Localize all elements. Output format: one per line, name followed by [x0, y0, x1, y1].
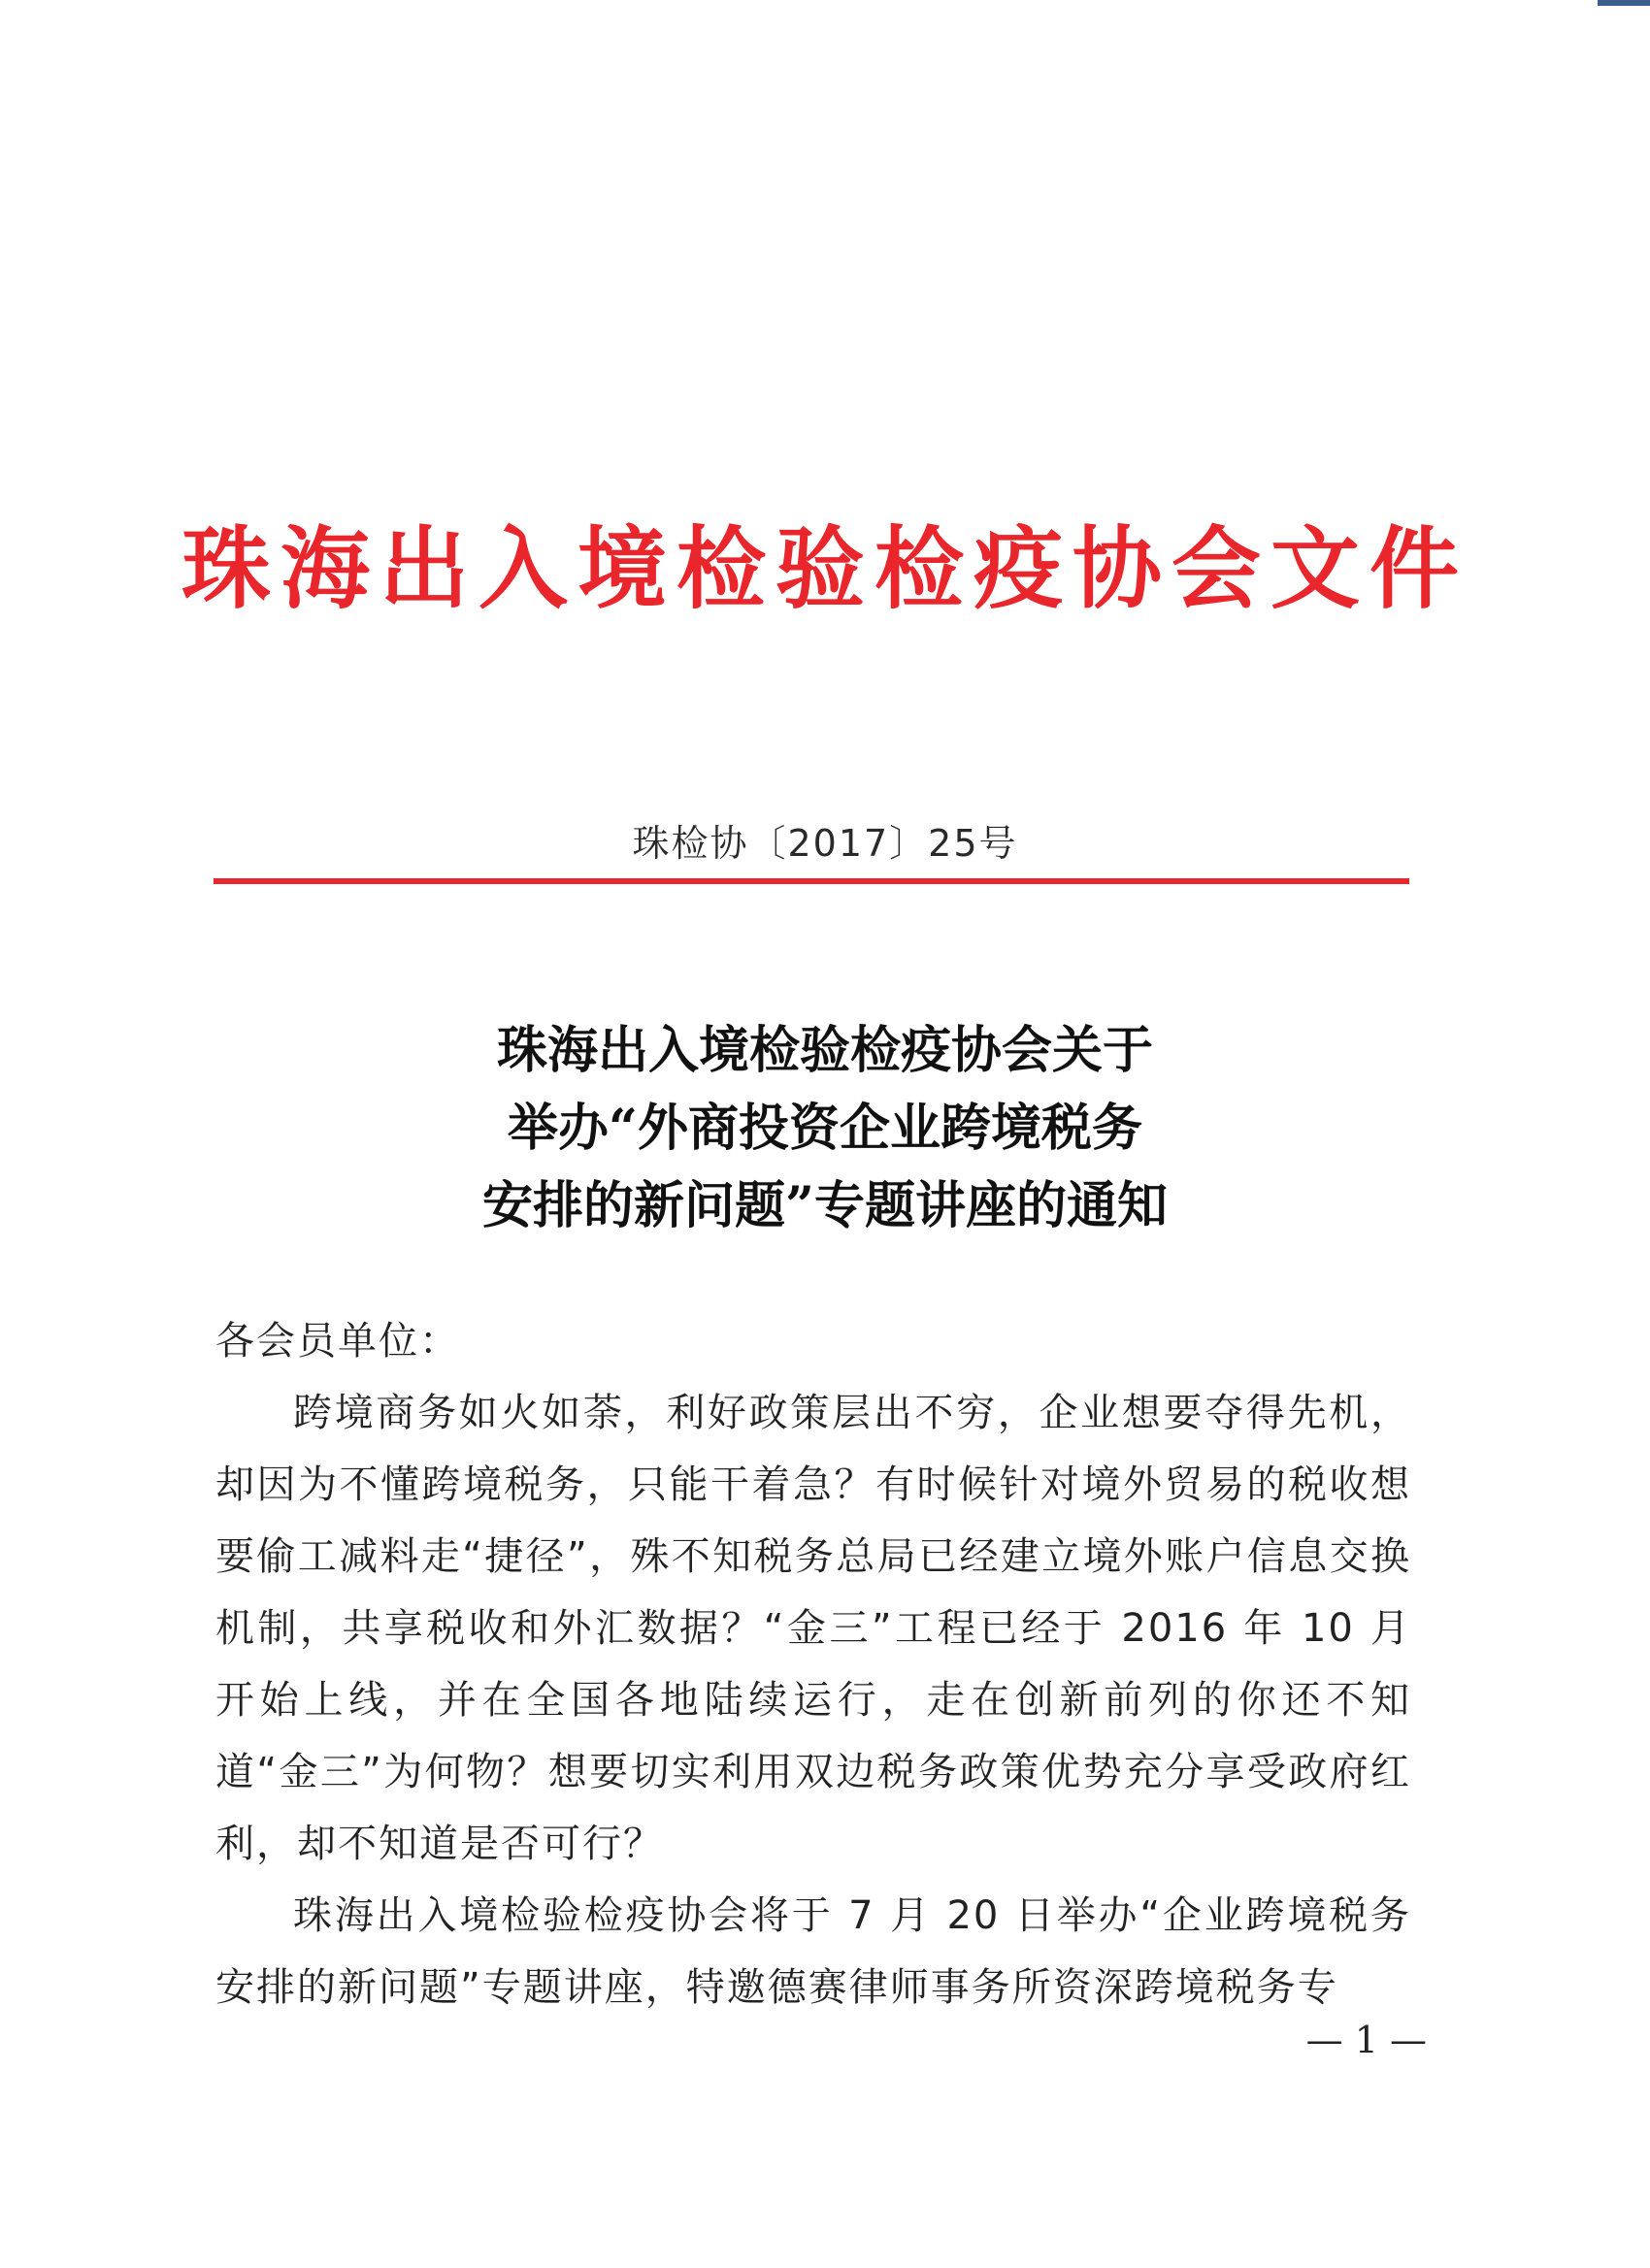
notice-body	[215, 1305, 1411, 2023]
body-paragraph: 珠海出入境检验检疫协会将于 7 月 20 日举办“企业跨境税务安排的新问题”专题讲座，特邀德赛律师事务所资深跨境税务专	[215, 1893, 1411, 2010]
corner-mark	[1598, 0, 1650, 6]
notice-title-line: 举办“外商投资企业跨境税务	[508, 1099, 1142, 1158]
salutation: 各会员单位：	[215, 1319, 460, 1364]
document-number: 珠检协〔2017〕25号	[632, 822, 1018, 865]
notice-title-line: 珠海出入境检验检疫协会关于	[496, 1021, 1153, 1080]
body-paragraph: 跨境商务如火如荼，利好政策层出不穷，企业想要夺得先机，却因为不懂跨境税务，只能干着急？有时候针对境外贸易的税收想要偷工减料走“捷径”，殊不知税务总局已经建立境外账户信息交换机制，共享税收和外汇数据？“金三”工程已经于 2016 年 10 月开始上线，并在全国各地陆续运行，走在创新前列的你还不知道“金三”为何物？想要切实利用双边税务政策优势充分享受政府红利，却不知道是否可行？	[215, 1391, 1411, 1866]
notice-title	[146, 1012, 1504, 1245]
notice-title-line: 安排的新问题”专题讲座的通知	[482, 1176, 1168, 1235]
masthead-title: 珠海出入境检验检疫协会文件	[181, 516, 1468, 621]
red-divider-rule	[214, 878, 1409, 884]
page-number: — 1 —	[1305, 2019, 1427, 2061]
